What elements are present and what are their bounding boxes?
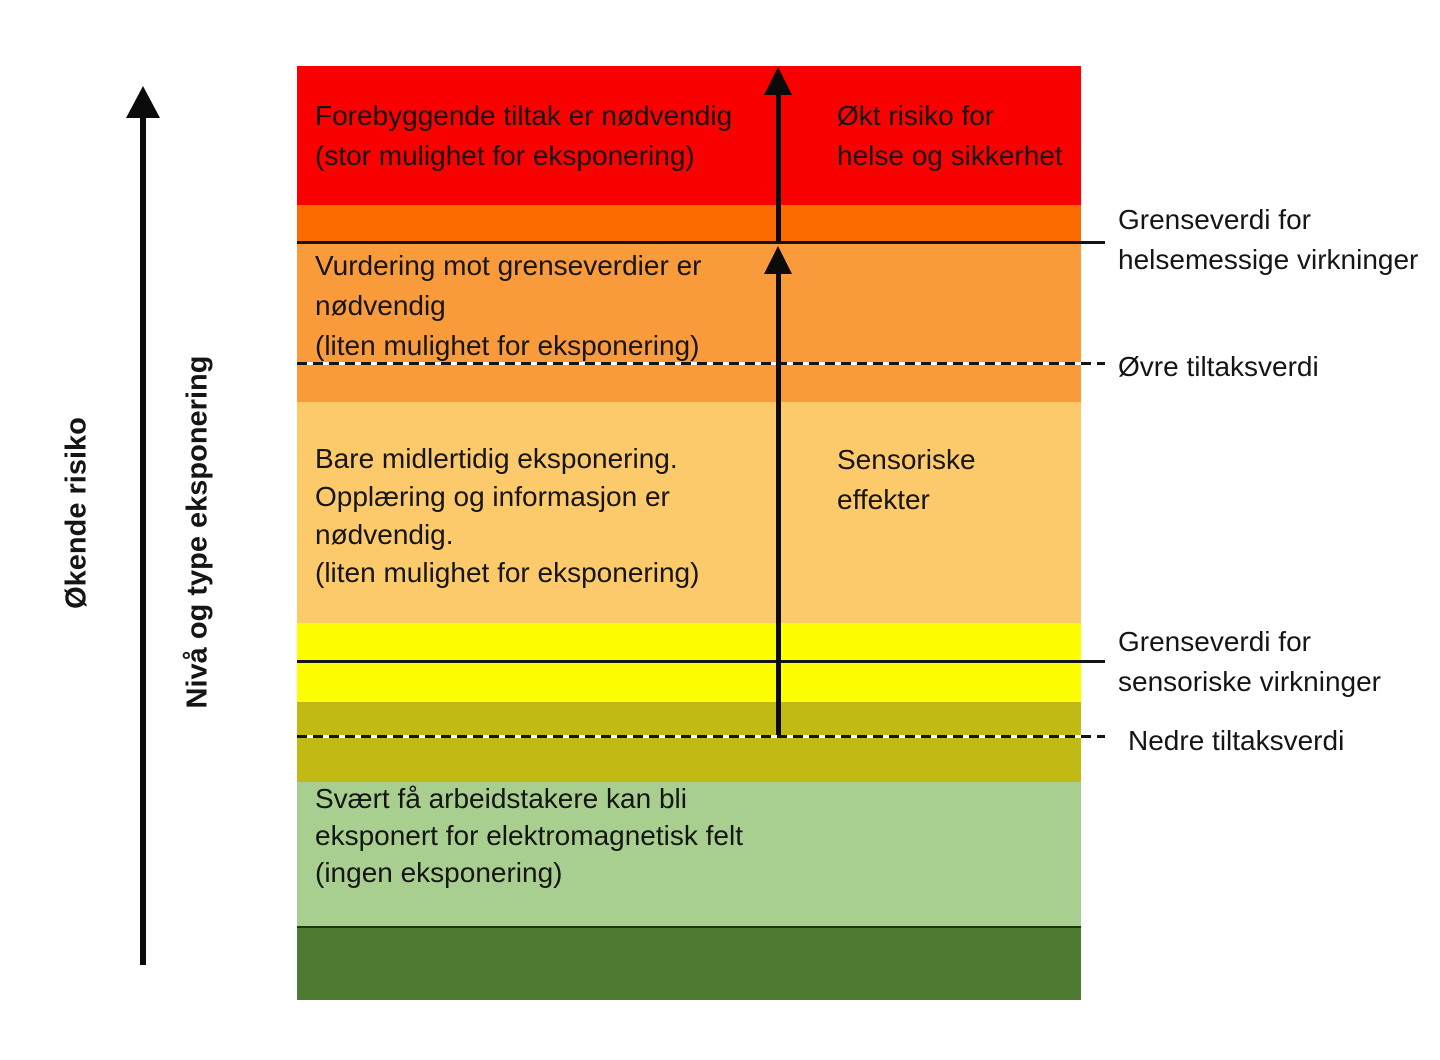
axis-label-level-type-exposure: Nivå og type eksponering <box>181 355 214 709</box>
text-line: Grenseverdi for <box>1118 204 1311 235</box>
text-line: Forebyggende tiltak er nødvendig <box>315 100 733 131</box>
arrow-line <box>776 92 781 242</box>
text-line: (liten mulighet for eksponering) <box>315 557 700 588</box>
threshold-line-lower-action <box>297 735 1105 738</box>
text-line: (liten mulighet for eksponering) <box>315 330 700 361</box>
text-line: Økt risiko for <box>837 100 995 131</box>
threshold-label-lower-action <box>1128 721 1344 761</box>
band-red-right-text <box>837 96 1063 176</box>
up-arrowhead-icon <box>764 246 792 274</box>
band-amber-right-text <box>837 440 976 520</box>
arrow-line <box>776 272 781 735</box>
text-line: (ingen eksponering) <box>315 857 563 888</box>
text-line: (stor mulighet for eksponering) <box>315 140 695 171</box>
threshold-label-health-limit <box>1118 200 1418 280</box>
text-line: Øvre tiltaksverdi <box>1118 351 1319 382</box>
band-green-text <box>315 780 743 891</box>
text-line: eksponert for elektromagnetisk felt <box>315 820 743 851</box>
band-amber-text <box>315 440 699 592</box>
up-arrowhead-icon <box>126 86 160 118</box>
arrow-line <box>140 115 146 965</box>
green-divider-line <box>297 926 1081 928</box>
text-line: Svært få arbeidstakere kan bli <box>315 783 687 814</box>
text-line: Sensoriske <box>837 444 976 475</box>
text-line: effekter <box>837 484 930 515</box>
band-dark-green <box>297 927 1081 1000</box>
text-line: sensoriske virkninger <box>1118 666 1381 697</box>
text-line: Vurdering mot grenseverdier er <box>315 250 702 281</box>
axis-label-increasing-risk: Økende risiko <box>60 417 93 609</box>
text-line: Opplæring og informasjon er <box>315 481 670 512</box>
text-line: Nedre tiltaksverdi <box>1128 725 1345 756</box>
band-olive <box>297 702 1081 782</box>
threshold-line-sensory-limit <box>297 660 1105 663</box>
up-arrowhead-icon <box>764 67 792 95</box>
text-line: Grenseverdi for <box>1118 626 1311 657</box>
band-dark-orange <box>297 205 1081 243</box>
band-red-text <box>315 96 732 176</box>
text-line: helse og sikkerhet <box>837 140 1063 171</box>
threshold-label-sensory-limit <box>1118 622 1381 702</box>
threshold-label-upper-action <box>1118 347 1319 387</box>
text-line: nødvendig. <box>315 519 454 550</box>
text-line: helsemessige virkninger <box>1118 244 1419 275</box>
band-orange-text <box>315 246 701 366</box>
threshold-line-health-limit <box>297 241 1105 244</box>
text-line: Bare midlertidig eksponering. <box>315 443 678 474</box>
text-line: nødvendig <box>315 290 446 321</box>
